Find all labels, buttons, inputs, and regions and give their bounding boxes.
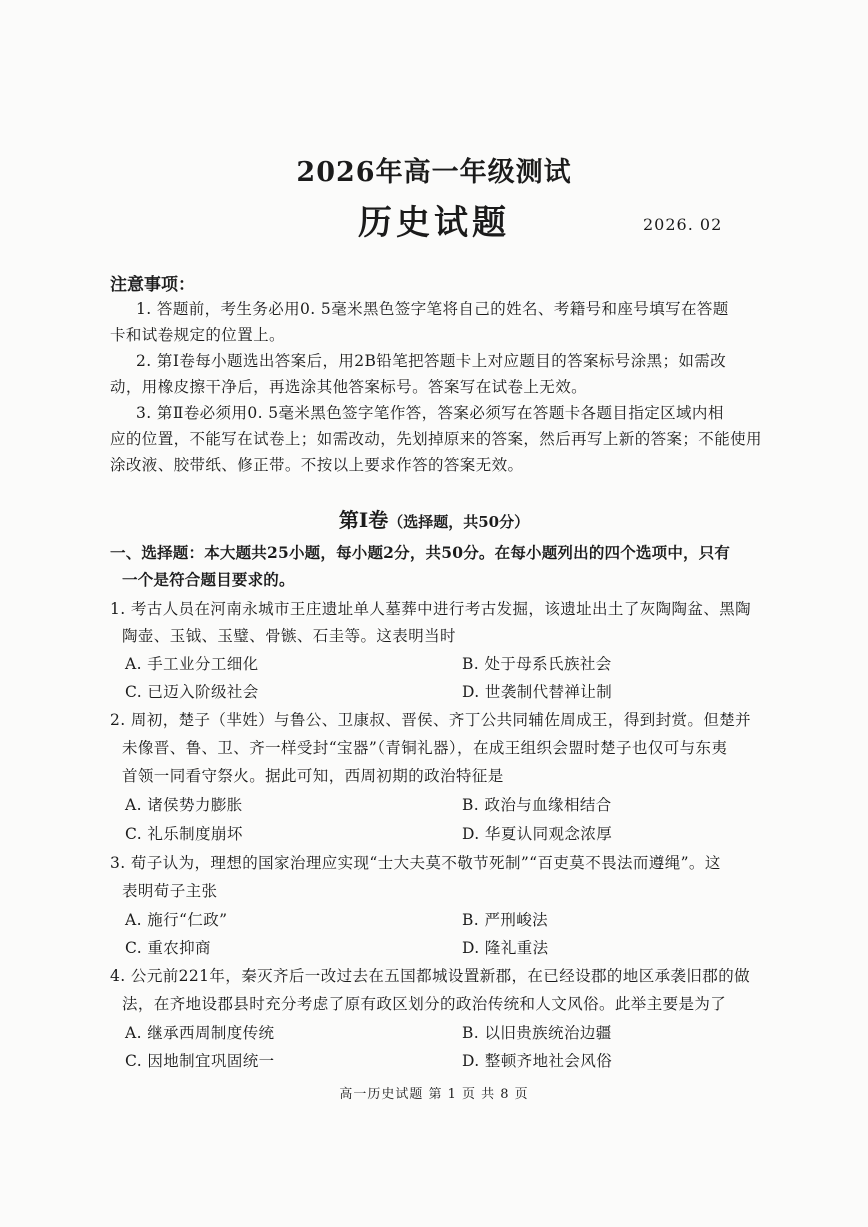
notice-line: 2. 第Ⅰ卷每小题选出答案后，用2B铅笔把答题卡上对应题目的答案标号涂黑；如需改: [136, 352, 727, 370]
notice-line: 动，用橡皮擦干净后，再选涂其他答案标号。答案写在试卷上无效。: [110, 378, 588, 396]
option-d: D. 华夏认同观念浓厚: [462, 825, 613, 843]
option-c: C. 已迈入阶级社会: [125, 683, 259, 701]
option-d: D. 隆礼重法: [462, 939, 549, 957]
option-d: D. 世袭制代替禅让制: [462, 683, 613, 701]
option-c: C. 因地制宜巩固统一: [125, 1052, 275, 1070]
option-d: D. 整顿齐地社会风俗: [462, 1052, 613, 1070]
option-a: A. 诸侯势力膨胀: [125, 796, 243, 814]
section-instruction: 一、选择题：本大题共25小题，每小题2分，共50分。在每小题列出的四个选项中，只有: [110, 543, 731, 562]
notice-line: 1. 答题前，考生务必用0. 5毫米黑色签字笔将自己的姓名、考籍号和座号填写在答题: [136, 300, 729, 318]
notice-title: 注意事项：: [110, 275, 195, 295]
question-stem: 4. 公元前221年，秦灭齐后一改过去在五国都城设置新郡，在已经设郡的地区承袭旧郡的做: [110, 967, 751, 985]
question-stem: 陶壶、玉钺、玉璧、骨镞、石圭等。这表明当时: [122, 627, 456, 645]
notice-line: 涂改液、胶带纸、修正带。不按以上要求作答的答案无效。: [110, 456, 524, 474]
exam-date: 2026. 02: [643, 215, 723, 234]
part-title-main: 第Ⅰ卷: [338, 508, 389, 532]
page-footer: 高一历史试题 第 1 页 共 8 页: [339, 1087, 529, 1102]
notice-line: 卡和试卷规定的位置上。: [110, 326, 285, 344]
notice-line: 应的位置，不能写在试卷上；如需改动，先划掉原来的答案，然后再写上新的答案；不能使用: [110, 430, 762, 448]
question-stem: 未像晋、鲁、卫、齐一样受封“宝器”（青铜礼器），在成王组织会盟时楚子也仅可与东夷: [122, 739, 728, 757]
option-a: A. 施行“仁政”: [125, 911, 228, 929]
option-b: B. 以旧贵族统治边疆: [462, 1024, 612, 1042]
option-b: B. 政治与血缘相结合: [462, 796, 612, 814]
part-title: [0, 504, 868, 533]
option-b: B. 处于母系氏族社会: [462, 655, 612, 673]
notice-line: 3. 第Ⅱ卷必须用0. 5毫米黑色签字笔作答，答案必须写在答题卡各题目指定区域内相: [136, 404, 724, 422]
option-b: B. 严刑峻法: [462, 911, 549, 929]
option-a: A. 继承西周制度传统: [125, 1024, 275, 1042]
option-c: C. 礼乐制度崩坏: [125, 825, 243, 843]
part-title-sub: （选择题，共50分）: [388, 513, 530, 531]
question-stem: 2. 周初，楚子（芈姓）与鲁公、卫康叔、晋侯、齐丁公共同辅佐周成王，得到封赏。但楚并: [110, 711, 752, 729]
subject-title: 历史试题: [358, 203, 510, 243]
question-stem: 1. 考古人员在河南永城市王庄遗址单人墓葬中进行考古发掘，该遗址出土了灰陶陶盆、黑陶: [110, 600, 752, 618]
question-stem: 3. 荀子认为，理想的国家治理应实现“士大夫莫不敬节死制”“百吏莫不畏法而遵绳”。这: [110, 854, 721, 872]
exam-title: 2026年高一年级测试: [296, 157, 572, 188]
option-a: A. 手工业分工细化: [125, 655, 259, 673]
question-stem: 法，在齐地设郡县时充分考虑了原有政区划分的政治传统和人文风俗。此举主要是为了: [122, 995, 727, 1013]
question-stem: 首领一同看守祭火。据此可知，西周初期的政治特征是: [122, 767, 504, 785]
section-instruction: 一个是符合题目要求的。: [122, 570, 295, 589]
question-stem: 表明荀子主张: [122, 882, 218, 900]
option-c: C. 重农抑商: [125, 939, 211, 957]
